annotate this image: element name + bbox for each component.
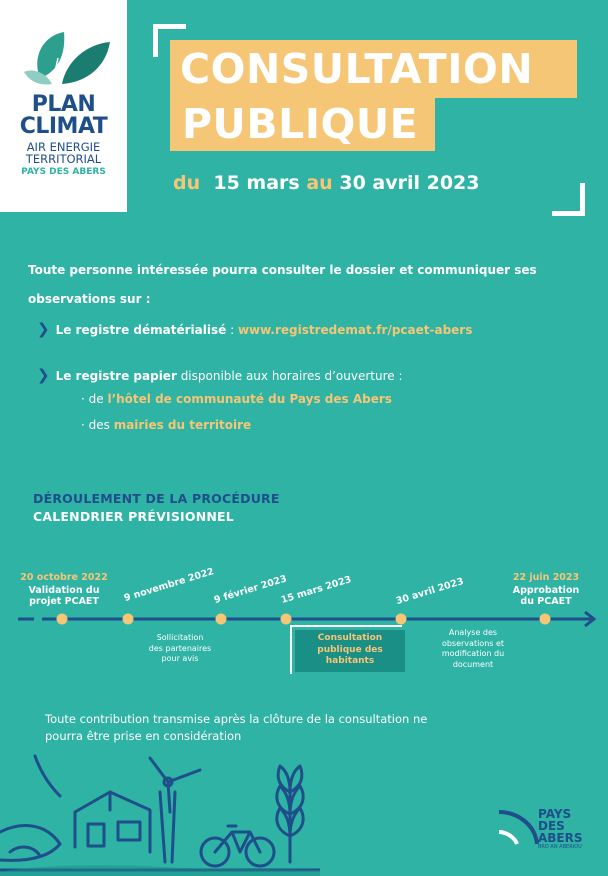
sollicitation-note: [130, 633, 230, 665]
timeline-end-date: 22 juin 2023: [512, 572, 580, 583]
brand-line-1: PAYS: [538, 807, 572, 821]
dates-end: 30 avril 2023: [339, 172, 480, 194]
corner-bottom-right: [552, 183, 585, 216]
procedure-title: DÉROULEMENT DE LA PROCÉDURE: [33, 491, 280, 506]
timeline-date-apr: 30 avril 2023: [394, 575, 466, 607]
timeline-date-feb: 9 février 2023: [212, 573, 289, 606]
subitem-1-prefix: · de: [81, 392, 108, 406]
dates-start: 15 mars: [213, 172, 300, 194]
bullet-2-label: Le registre papier: [55, 369, 177, 383]
timeline-date-mar: 15 mars 2023: [279, 574, 353, 606]
chevron-right-icon: ❯: [37, 366, 50, 384]
timeline-end-label-2: du PCAET: [520, 596, 572, 607]
anal-line-3: modification du: [441, 649, 505, 658]
title-line-2: PUBLIQUE: [182, 100, 419, 148]
consult-line-2: publique des: [317, 644, 383, 655]
logo-line-plan: PLAN: [31, 92, 96, 117]
footer-line-1: Toute contribution transmise après la clôture de la consultation ne: [45, 712, 428, 726]
soll-line-1: Sollicitation: [156, 633, 204, 642]
anal-line-1: Analyse des: [448, 628, 498, 637]
timeline-date-nov: 9 novembre 2022: [122, 566, 216, 604]
logo-line-pays-des-abers: PAYS DES ABERS: [21, 167, 106, 177]
title-line-1: CONSULTATION: [180, 45, 534, 93]
footer-line-2: pourra être prise en considération: [45, 729, 242, 743]
pays-des-abers-logo-icon: [495, 808, 541, 848]
consult-line-1: Consultation: [317, 633, 383, 643]
calendar-title: CALENDRIER PRÉVISIONNEL: [33, 509, 234, 524]
subitem-2-prefix: · des: [81, 418, 114, 432]
brand-line-2: DES: [538, 819, 565, 833]
subitem-1-highlight: l’hôtel de communauté du Pays des Abers: [107, 392, 392, 406]
timeline-end-label-1: Approbation: [512, 585, 580, 596]
leaves-icon: [22, 28, 112, 90]
logo-line-climat: CLIMAT: [19, 114, 108, 139]
soll-line-3: pour avis: [161, 654, 199, 663]
bullet-2-rest: disponible aux horaires d’ouverture :: [176, 369, 403, 383]
intro-line-1: Toute personne intéressée pourra consulter le dossier et communiquer ses: [28, 263, 537, 277]
subitem-hotel: [81, 392, 392, 406]
bullet-registre-papier: [37, 366, 403, 384]
timeline-start-label-1: Validation du: [28, 585, 100, 596]
intro-line-2: observations sur :: [28, 292, 151, 306]
timeline-start-label-2: projet PCAET: [29, 596, 99, 607]
bullet-1-sep: :: [226, 323, 238, 337]
logo-line-territorial: TERRITORIAL: [25, 152, 102, 166]
registre-link[interactable]: www.registredemat.fr/pcaet-abers: [237, 323, 473, 337]
dates-au: au: [306, 172, 333, 194]
plan-climat-logo: [0, 0, 127, 212]
dates-du: du: [173, 172, 201, 194]
subitem-mairies: [81, 418, 251, 432]
subitem-2-highlight: mairies du territoire: [113, 418, 252, 432]
analyse-note: [427, 628, 519, 670]
consult-line-3: habitants: [325, 656, 375, 666]
bullet-registre-dematerialise: [37, 320, 472, 338]
anal-line-2: observations et: [441, 638, 505, 648]
soll-line-2: des partenaires: [148, 643, 212, 653]
anal-line-4: document: [452, 659, 494, 669]
bullet-1-label: Le registre dématérialisé: [55, 323, 227, 337]
logo-line-air-energie: AIR ENERGIE: [26, 140, 101, 154]
consultation-dates: [173, 172, 480, 194]
consultation-box-text: [295, 633, 405, 668]
chevron-right-icon: ❯: [37, 320, 50, 338]
brand-line-4: BRO AN ABERIOU: [538, 844, 582, 850]
pays-des-abers-brand: [538, 808, 583, 851]
timeline-start-date: 20 octobre 2022: [20, 572, 108, 583]
brand-line-3: ABERS: [538, 831, 583, 845]
landscape-illustration: [0, 752, 320, 876]
